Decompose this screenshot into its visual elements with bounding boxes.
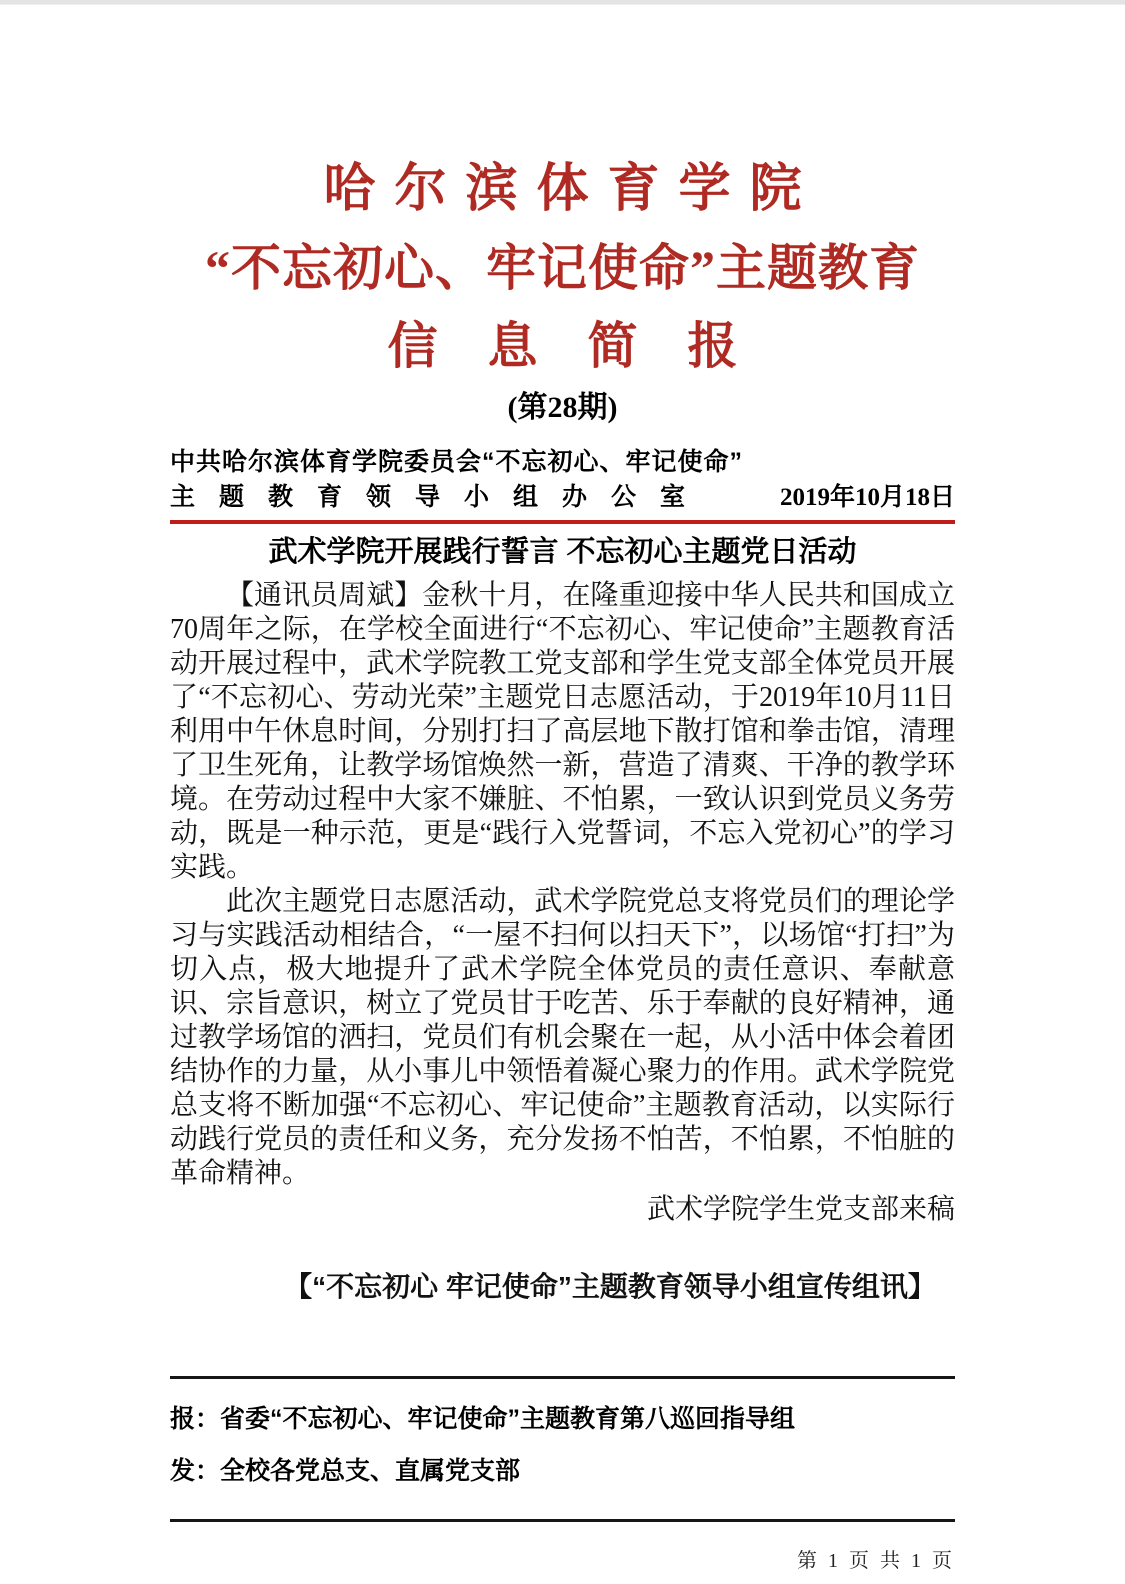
issuer-block — [170, 447, 955, 513]
dispatch-to-line: 发：全校各党总支、直属党支部 — [170, 1457, 521, 1485]
masthead-bulletin-title: 信息简报 — [387, 318, 788, 374]
publicity-group-credit: 【“不忘初心 牢记使命”主题教育领导小组宣传组讯】 — [284, 1271, 936, 1302]
article-title: 武术学院开展践行誓言 不忘初心主题党日活动 — [268, 536, 857, 568]
distribution-block — [170, 1376, 955, 1522]
article — [170, 534, 955, 1304]
masthead — [170, 151, 955, 385]
masthead-theme-title: “不忘初心、牢记使命”主题教育 — [205, 240, 920, 296]
issue-date: 2019年10月18日 — [779, 484, 955, 511]
issuer-office: 主题教育领导小组办公室 — [170, 483, 710, 511]
masthead-school-name: 哈尔滨体育学院 — [323, 161, 821, 218]
page-top-edge — [0, 0, 1125, 5]
red-divider-rule — [170, 520, 955, 524]
report-to-line: 报：省委“不忘初心、牢记使命”主题教育第八巡回指导组 — [170, 1405, 796, 1433]
page-content — [0, 151, 1125, 1573]
page-number: 第 1 页 共 1 页 — [797, 1550, 955, 1572]
article-body — [170, 579, 955, 1191]
article-byline: 武术学院学生党支部来稿 — [646, 1194, 955, 1225]
issuer-committee: 中共哈尔滨体育学院委员会“不忘初心、牢记使命” — [170, 448, 744, 476]
article-paragraph-1: 【通讯员周斌】金秋十月，在隆重迎接中华人民共和国成立70周年之际，在学校全面进行“不忘初心、牢记使命”主题教育活动开展过程中，武术学院教工党支部和学生党支部全体党员开展了“不忘初心、劳动光荣”主题党日志愿活动，于2019年10月11日利用中午休息时间，分别打扫了高层地下散打馆和拳击馆，清理了卫生死角，让教学场馆焕然一新，营造了清爽、干净的教学环境。在劳动过程中大家不嫌脏、不怕累，一致认识到党员义务劳动，既是一种示范，更是“践行入党誓词，不忘入党初心”的学习实践。 — [170, 580, 955, 883]
issuer-office-row — [170, 482, 955, 513]
issue-number: (第28期) — [507, 391, 618, 424]
article-paragraph-2: 此次主题党日志愿活动，武术学院党总支将党员们的理论学习与实践活动相结合，“一屋不扫何以扫天下”，以场馆“打扫”为切入点，极大地提升了武术学院全体党员的责任意识、奉献意识、宗旨意识，树立了党员甘于吃苦、乐于奉献的良好精神，通过教学场馆的洒扫，党员们有机会聚在一起，从小活中体会着团结协作的力量，从小事儿中领悟着凝心聚力的作用。武术学院党总支将不断加强“不忘初心、牢记使命”主题教育活动，以实际行动践行党员的责任和义务，充分发扬不怕苦，不怕累，不怕脏的革命精神。 — [170, 886, 955, 1189]
